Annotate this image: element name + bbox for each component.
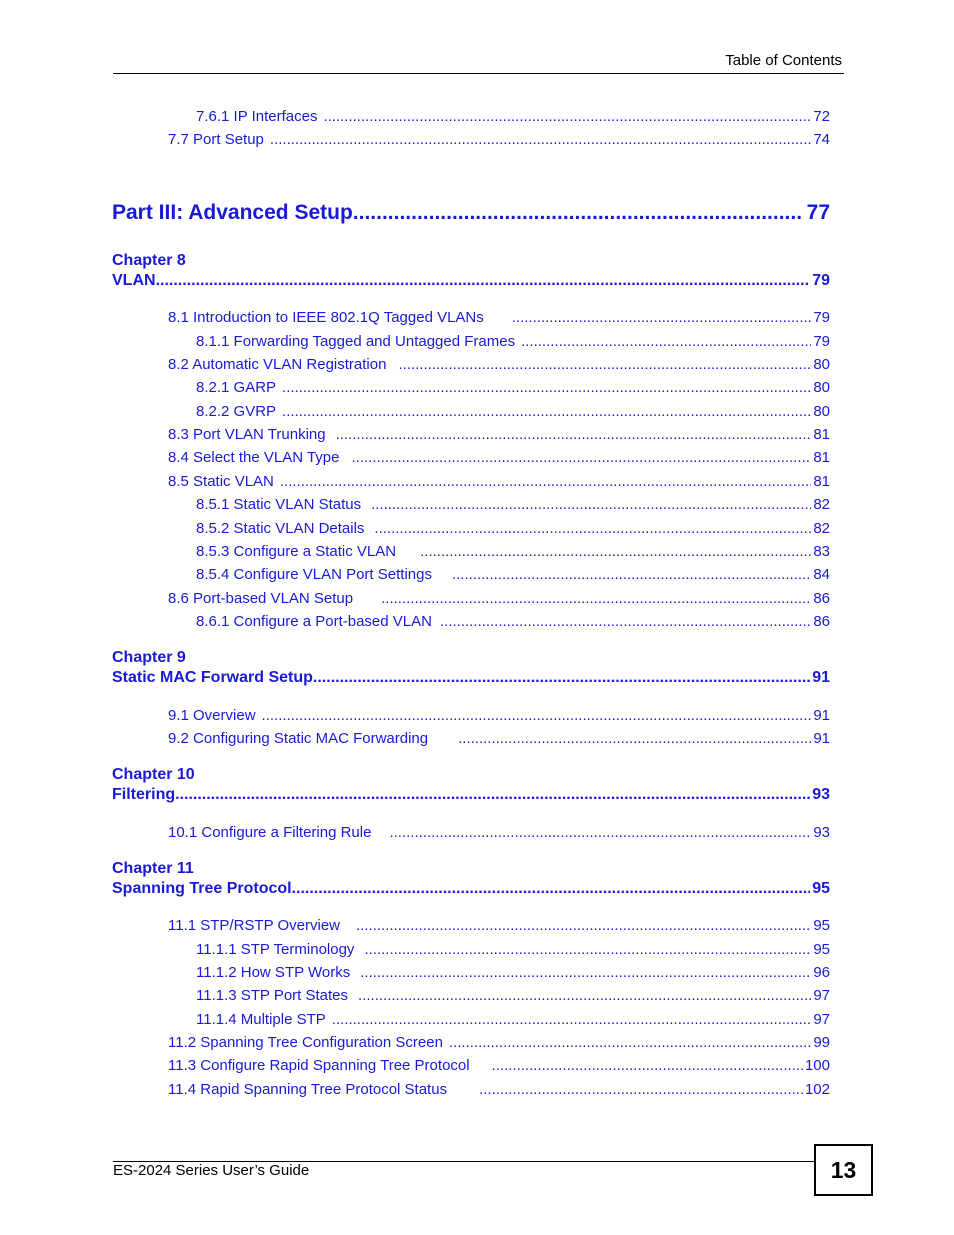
toc-entry[interactable]: 8.2 Automatic VLAN Registration ..... 80 [168, 356, 830, 373]
toc-entry[interactable]: 11.1.1 STP Terminology ..... 95 [196, 941, 830, 958]
toc-entry[interactable]: 8.1 Introduction to IEEE 802.1Q Tagged VLANs ..... 79 [168, 309, 830, 326]
toc-entry[interactable]: 11.1.4 Multiple STP ..... 97 [196, 1011, 830, 1028]
toc-entry[interactable]: 8.2.1 GARP ..... 80 [196, 379, 830, 396]
toc-entry[interactable]: 11.1 STP/RSTP Overview ..... 95 [168, 917, 830, 934]
toc-entry[interactable]: 8.5.3 Configure a Static VLAN ..... 83 [196, 543, 830, 560]
toc-entry[interactable]: 10.1 Configure a Filtering Rule ..... 93 [168, 824, 830, 841]
toc-entry[interactable]: 11.1.3 STP Port States ..... 97 [196, 987, 830, 1004]
chapter-number: Chapter 8 [112, 252, 186, 269]
toc-entry[interactable]: 8.6.1 Configure a Port-based VLAN ..... 86 [196, 613, 830, 630]
footer-guide-title: ES-2024 Series User’s Guide [113, 1162, 310, 1179]
toc-entry[interactable]: 7.7 Port Setup ..... 74 [168, 131, 830, 148]
toc-entry[interactable]: 11.4 Rapid Spanning Tree Protocol Status ..... 102 [168, 1081, 830, 1098]
toc-entry[interactable]: 8.3 Port VLAN Trunking ..... 81 [168, 426, 830, 443]
toc-entry[interactable]: 11.3 Configure Rapid Spanning Tree Protocol ..... 100 [168, 1057, 830, 1074]
toc-entry[interactable]: 11.2 Spanning Tree Configuration Screen ..... 99 [168, 1034, 830, 1051]
toc-entry[interactable]: 8.2.2 GVRP ..... 80 [196, 403, 830, 420]
toc-entry[interactable]: 7.6.1 IP Interfaces ..... 72 [196, 108, 830, 125]
toc-entry[interactable]: 9.1 Overview ..... 91 [168, 707, 830, 724]
toc-chapter-title[interactable]: Filtering ..... 93 [112, 786, 830, 804]
toc-entry[interactable]: 8.1.1 Forwarding Tagged and Untagged Frames ..... 79 [196, 333, 830, 350]
running-header: Table of Contents [725, 52, 842, 69]
chapter-number: Chapter 9 [112, 649, 186, 666]
toc-chapter-title[interactable]: Spanning Tree Protocol ..... 95 [112, 880, 830, 898]
chapter-number: Chapter 10 [112, 766, 195, 783]
toc-entry[interactable]: 9.2 Configuring Static MAC Forwarding ..... 91 [168, 730, 830, 747]
page-number: 13 [830, 1156, 857, 1183]
chapter-number: Chapter 11 [112, 860, 194, 877]
toc-entry[interactable]: 11.1.2 How STP Works ..... 96 [196, 964, 830, 981]
toc-entry[interactable]: 8.5 Static VLAN ..... 81 [168, 473, 830, 490]
toc-chapter-title[interactable]: VLAN ..... 79 [112, 272, 830, 290]
header-divider [113, 73, 844, 74]
toc-entry[interactable]: 8.4 Select the VLAN Type ..... 81 [168, 449, 830, 466]
toc-chapter-title[interactable]: Static MAC Forward Setup ..... 91 [112, 669, 830, 687]
toc-part-heading[interactable]: Part III: Advanced Setup ..... 77 [112, 201, 830, 225]
toc-entry[interactable]: 8.5.1 Static VLAN Status ..... 82 [196, 496, 830, 513]
page-number-box [814, 1144, 873, 1196]
toc-entry[interactable]: 8.6 Port-based VLAN Setup ..... 86 [168, 590, 830, 607]
toc-entry[interactable]: 8.5.4 Configure VLAN Port Settings ..... 84 [196, 566, 830, 583]
toc-entry[interactable]: 8.5.2 Static VLAN Details ..... 82 [196, 520, 830, 537]
